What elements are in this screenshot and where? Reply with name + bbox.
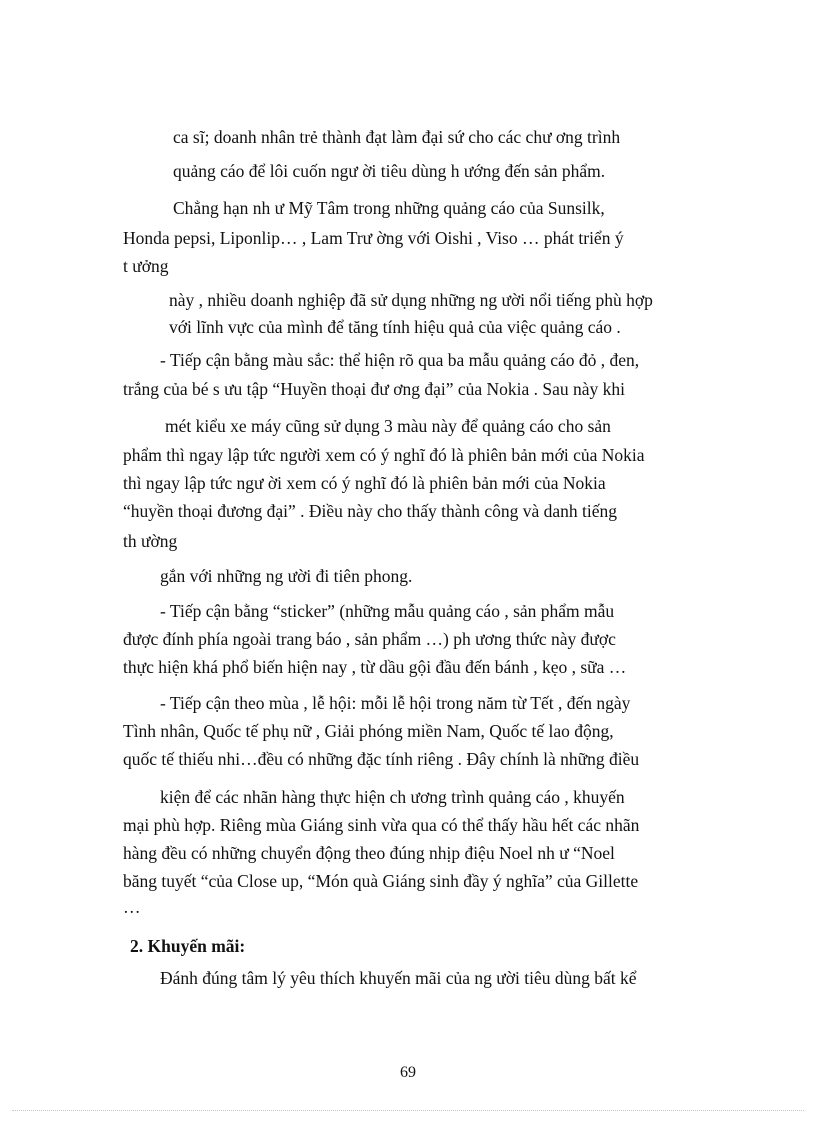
text-line: trắng của bé s ưu tập “Huyền thoại đư ơng đại” của Nokia . Sau này khi [123, 379, 626, 399]
text-line: Chẳng hạn nh ư Mỹ Tâm trong những quảng cáo của Sunsilk, [173, 198, 605, 218]
text-line: băng tuyết “của Close up, “Món quà Giáng sinh đầy ý nghĩa” của Gillette [123, 871, 639, 891]
text-line: mại phù hợp. Riêng mùa Giáng sinh vừa qua có thể thấy hầu hết các nhãn [123, 815, 640, 835]
list-item-sticker: - Tiếp cận bằng “sticker” (những mẫu quảng cáo , sản phẩm mẫu [160, 601, 615, 621]
section-heading: 2. Khuyến mãi: [130, 936, 246, 956]
text-line: thực hiện khá phổ biến hiện nay , từ dầu gội đầu đến bánh , kẹo , sữa … [123, 657, 627, 677]
text-line: mét kiểu xe máy cũng sử dụng 3 màu này để quảng cáo cho sản [165, 416, 611, 436]
text-line: được đính phía ngoài trang báo , sản phẩm …) ph ương thức này được [123, 629, 616, 649]
text-line: kiện để các nhãn hàng thực hiện ch ương trình quảng cáo , khuyến [160, 787, 625, 807]
text-line: với lĩnh vực của mình để tăng tính hiệu quả của việc quảng cáo . [169, 317, 621, 337]
text-line: phẩm thì ngay lập tức người xem có ý nghĩ đó là phiên bản mới của Nokia [123, 445, 645, 465]
text-line: th ường [123, 531, 178, 551]
text-line: Đánh đúng tâm lý yêu thích khuyến mãi của ng ười tiêu dùng bất kể [160, 968, 637, 988]
text-line: ca sĩ; doanh nhân trẻ thành đạt làm đại sứ cho các chư ơng trình [173, 127, 621, 147]
text-line: gắn với những ng ười đi tiên phong. [160, 566, 413, 586]
text-line: này , nhiều doanh nghiệp đã sử dụng những ng ười nổi tiếng phù hợp [169, 290, 653, 310]
text-line: thì ngay lập tức ngư ời xem có ý nghĩ đó là phiên bản mới của Nokia [123, 473, 606, 493]
text-line: quốc tế thiếu nhi…đều có những đặc tính riêng . Đây chính là những điều [123, 749, 640, 769]
text-line: quảng cáo để lôi cuốn ngư ời tiêu dùng h ướng đến sản phẩm. [173, 161, 606, 181]
list-item-season: - Tiếp cận theo mùa , lễ hội: mỗi lễ hội trong năm từ Tết , đến ngày [160, 693, 631, 713]
text-line: … [123, 897, 141, 917]
list-item-color: - Tiếp cận bằng màu sắc: thể hiện rõ qua ba mẫu quảng cáo đỏ , đen, [160, 350, 640, 370]
text-line: Honda pepsi, Liponlip… , Lam Trư ờng với Oishi , Viso … phát triển ý [123, 228, 624, 248]
page-number: 69 [400, 1064, 416, 1081]
text-line: Tình nhân, Quốc tế phụ nữ , Giải phóng miền Nam, Quốc tế lao động, [123, 721, 614, 741]
text-line: t ưởng [123, 256, 169, 276]
text-line: “huyền thoại đương đại” . Điều này cho thấy thành công và danh tiếng [123, 501, 618, 521]
text-line: hàng đều có những chuyển động theo đúng nhịp điệu Noel nh ư “Noel [123, 843, 615, 863]
page-bottom-divider [12, 1110, 804, 1111]
